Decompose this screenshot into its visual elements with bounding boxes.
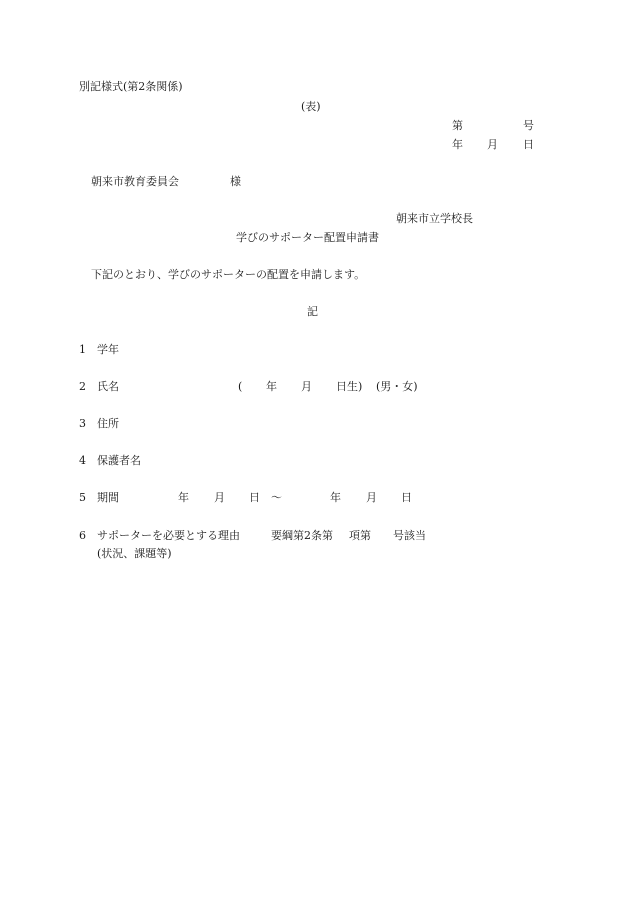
ki-heading: 記 <box>307 305 318 318</box>
number-go: 号 <box>523 119 534 132</box>
rule-suffix: 号該当 <box>393 529 426 542</box>
date-day: 日 <box>523 138 534 151</box>
birth-day: 日生) <box>336 380 363 393</box>
rule-item: 項第 <box>349 529 371 542</box>
period-start-month: 月 <box>214 491 225 504</box>
item-period-label: 期間 <box>97 491 119 504</box>
item-grade-label: 学年 <box>97 343 119 356</box>
number-dai: 第 <box>452 119 463 132</box>
item-number: 3 <box>79 417 86 430</box>
period-start-year: 年 <box>178 491 189 504</box>
sender-name: 朝来市立学校長 <box>396 212 473 225</box>
period-end-year: 年 <box>330 491 341 504</box>
document-title: 学びのサポーター配置申請書 <box>236 231 379 244</box>
birth-open-paren: ( <box>238 380 243 393</box>
period-start-day: 日 <box>249 491 260 504</box>
form-label: 別記様式(第2条関係) <box>79 80 183 93</box>
item-number: 2 <box>79 380 86 393</box>
addressee-name: 朝来市教育委員会 <box>91 175 179 188</box>
period-tilde: 〜 <box>271 491 282 504</box>
item-name-label: 氏名 <box>97 380 119 393</box>
birth-month: 月 <box>301 380 312 393</box>
addressee-honorific: 様 <box>230 175 241 188</box>
item-number: 6 <box>79 529 86 542</box>
date-year: 年 <box>452 138 463 151</box>
intro-text: 下記のとおり、学びのサポーターの配置を申請します。 <box>91 268 366 281</box>
date-month: 月 <box>487 138 498 151</box>
side-label: (表) <box>301 100 321 113</box>
item-address-label: 住所 <box>97 417 119 430</box>
period-end-day: 日 <box>401 491 412 504</box>
item-number: 4 <box>79 454 86 467</box>
item-reason-label: サポーターを必要とする理由 <box>97 529 240 542</box>
sex-field: (男・女) <box>376 380 418 393</box>
item-number: 1 <box>79 343 86 356</box>
period-end-month: 月 <box>366 491 377 504</box>
reason-sub-label: (状況、課題等) <box>97 547 172 560</box>
birth-year: 年 <box>266 380 277 393</box>
item-number: 5 <box>79 491 86 504</box>
item-guardian-label: 保護者名 <box>97 454 141 467</box>
rule-prefix: 要綱第2条第 <box>271 529 333 542</box>
